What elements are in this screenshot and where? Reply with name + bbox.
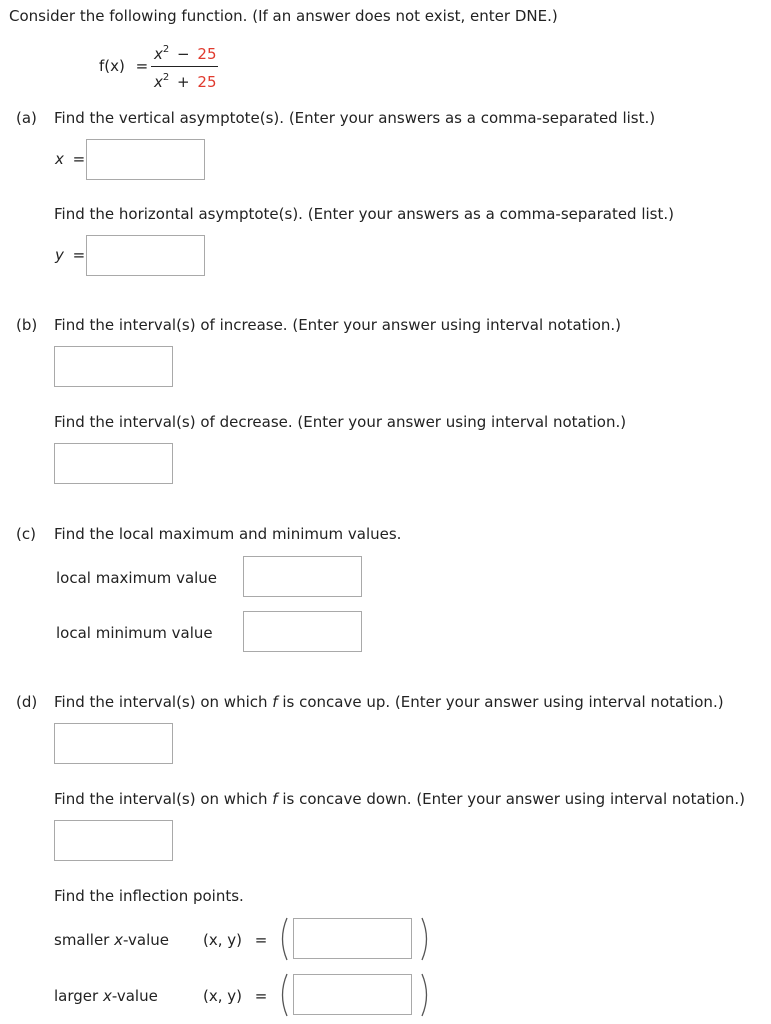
right-paren-icon: [420, 917, 432, 961]
smaller-x-label: smaller x-value: [54, 931, 169, 949]
local-min-label: local minimum value: [56, 624, 213, 642]
part-b-decrease-question: Find the interval(s) of decrease. (Enter your answer using interval notation.): [54, 413, 627, 431]
increase-interval-input[interactable]: [54, 346, 173, 387]
point-label: (x, y): [203, 931, 242, 949]
function-denominator: [154, 73, 217, 94]
left-paren-icon: [277, 917, 289, 961]
point-equals: =: [254, 931, 268, 949]
part-b-increase-question: Find the interval(s) of increase. (Enter your answer using interval notation.): [54, 316, 622, 334]
horizontal-asymptote-input[interactable]: [86, 235, 205, 276]
decrease-interval-input[interactable]: [54, 443, 173, 484]
y-variable: y: [55, 246, 64, 264]
function-numerator: [154, 45, 217, 66]
function-lhs: [99, 57, 148, 75]
function-equals: =: [135, 57, 149, 75]
part-b-letter: (b): [16, 316, 38, 334]
part-c-letter: (c): [16, 525, 36, 543]
larger-point-label: [203, 987, 267, 1005]
fraction-bar: [151, 66, 218, 67]
part-a-vertical-question: Find the vertical asymptote(s). (Enter your answers as a comma-separated list.): [54, 109, 656, 127]
concave-down-input[interactable]: [54, 820, 173, 861]
denominator-variable: x: [154, 73, 163, 91]
denominator-constant: 25: [197, 73, 217, 91]
part-a-horizontal-question: Find the horizontal asymptote(s). (Enter your answers as a comma-separated list.): [54, 205, 675, 223]
function-name: f(x): [99, 57, 125, 75]
smaller-inflection-point-input[interactable]: [293, 918, 412, 959]
inflection-question: Find the inflection points.: [54, 887, 244, 905]
numerator-exponent: 2: [162, 44, 170, 55]
intro-text: Consider the following function. (If an answer does not exist, enter DNE.): [9, 7, 558, 25]
denominator-operator: +: [177, 73, 190, 91]
right-paren-icon: [420, 973, 432, 1017]
concave-up-input[interactable]: [54, 723, 173, 764]
part-d-concave-down-question: Find the interval(s) on which f is concave down. (Enter your answer using interval notation.): [54, 790, 746, 808]
larger-inflection-point-input[interactable]: [293, 974, 412, 1015]
numerator-variable: x: [154, 45, 163, 63]
part-d-concave-up-question: Find the interval(s) on which f is concave up. (Enter your answer using interval notation.): [54, 693, 724, 711]
numerator-constant: 25: [197, 45, 217, 63]
x-equals-sign: =: [72, 150, 86, 168]
y-equals-label: [55, 246, 85, 264]
local-max-label: local maximum value: [56, 569, 218, 587]
local-min-input[interactable]: [243, 611, 362, 652]
part-a-letter: (a): [16, 109, 37, 127]
point-equals: =: [254, 987, 268, 1005]
smaller-point-label: [203, 931, 267, 949]
y-equals-sign: =: [72, 246, 86, 264]
point-label: (x, y): [203, 987, 242, 1005]
part-c-question: Find the local maximum and minimum values.: [54, 525, 402, 543]
left-paren-icon: [277, 973, 289, 1017]
numerator-operator: −: [177, 45, 190, 63]
x-variable: x: [55, 150, 64, 168]
larger-x-label: larger x-value: [54, 987, 158, 1005]
denominator-exponent: 2: [162, 72, 170, 83]
local-max-input[interactable]: [243, 556, 362, 597]
vertical-asymptote-input[interactable]: [86, 139, 205, 180]
part-d-letter: (d): [16, 693, 38, 711]
x-equals-label: [55, 150, 85, 168]
